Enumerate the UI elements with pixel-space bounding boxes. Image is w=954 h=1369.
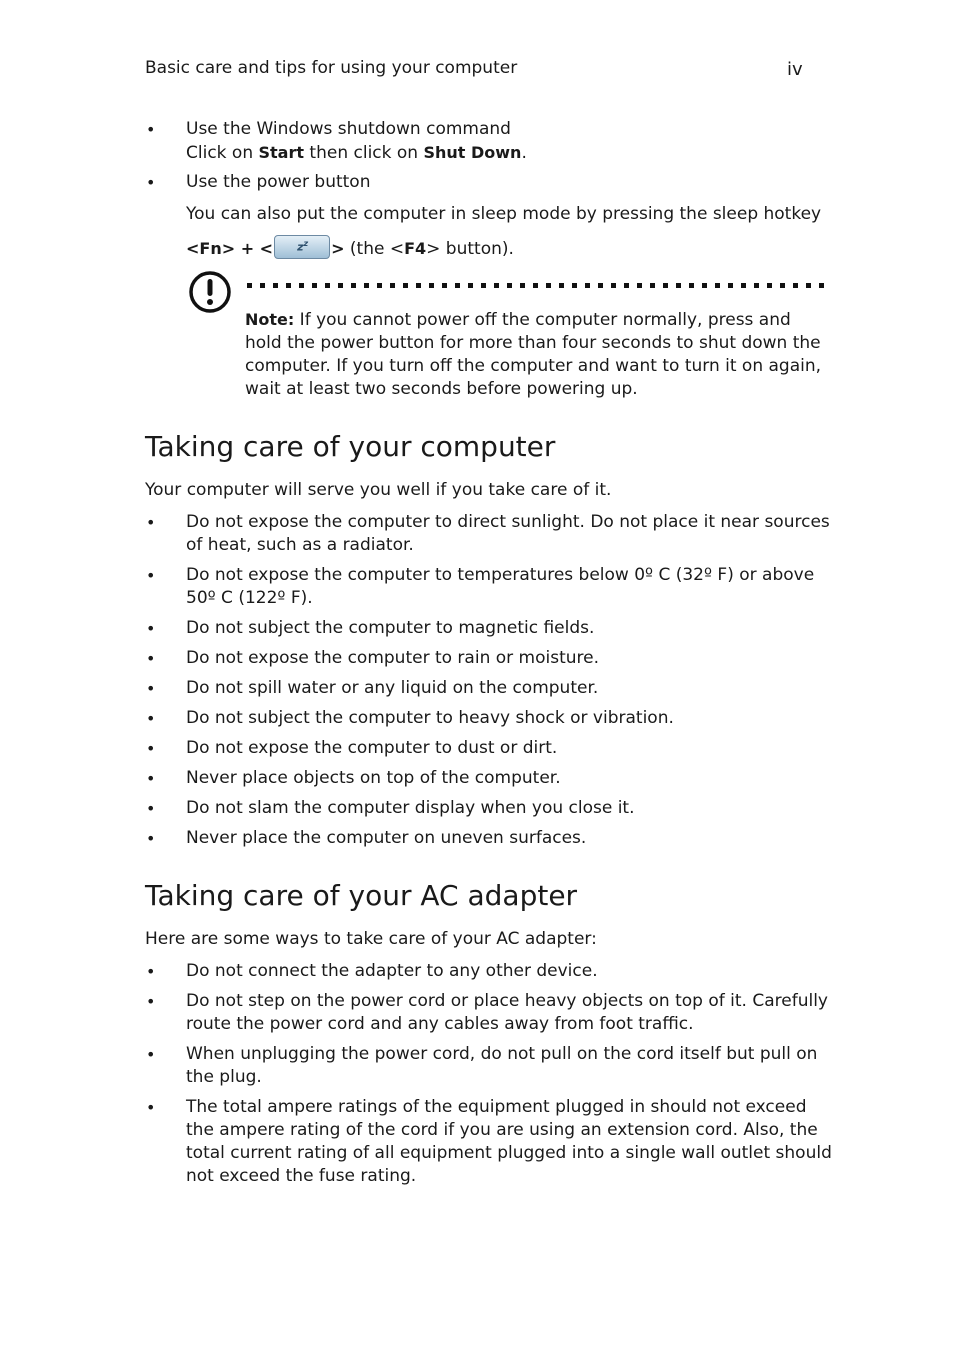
section-heading-ac-adapter: Taking care of your AC adapter xyxy=(145,879,578,912)
bullet-marker xyxy=(146,617,166,641)
f4-key-label: F4 xyxy=(404,239,427,258)
bullet-marker xyxy=(146,564,166,588)
sleep-mode-text: You can also put the computer in sleep mode by pressing the sleep hotkey xyxy=(186,204,822,224)
note-paragraph: Note: If you cannot power off the computer normally, press and hold the power button for more than four seconds to shut down the computer. If you turn off the computer and want to turn it on again, wait at least two seconds before powering up. xyxy=(245,310,822,399)
exclamation-note-icon xyxy=(188,270,232,314)
bullet-marker xyxy=(146,797,166,821)
list-item-shutdown-command: Use the Windows shutdown command Click on Start then click on Shut Down. xyxy=(186,119,527,163)
bullet-marker xyxy=(146,511,166,535)
list-item: Do not step on the power cord or place heavy objects on top of it. Carefully route the power cord and any cables away from foot traffic. xyxy=(186,991,828,1034)
list-item: Do not expose the computer to dust or dirt. xyxy=(186,738,558,758)
bullet-marker xyxy=(146,171,166,195)
list-item: Never place the computer on uneven surfaces. xyxy=(186,828,587,848)
bullet-marker xyxy=(146,118,166,142)
start-label: Start xyxy=(258,143,305,162)
sleep-key-icon: $z^z$ xyxy=(274,235,330,259)
shut-down-label: Shut Down xyxy=(423,143,522,162)
bullet-marker xyxy=(146,767,166,791)
note-dotted-rule xyxy=(245,283,830,288)
list-item: Do not spill water or any liquid on the computer. xyxy=(186,678,599,698)
note-label: Note: xyxy=(245,310,295,329)
bullet-marker xyxy=(146,677,166,701)
list-item: Do not subject the computer to magnetic fields. xyxy=(186,618,595,638)
adapter-care-intro: Here are some ways to take care of your AC adapter: xyxy=(145,929,597,949)
list-item: Do not connect the adapter to any other device. xyxy=(186,961,598,981)
bullet-marker xyxy=(146,960,166,984)
list-item: Never place objects on top of the computer. xyxy=(186,768,561,788)
list-item: Do not expose the computer to rain or moisture. xyxy=(186,648,599,668)
bullet-marker xyxy=(146,647,166,671)
list-item-power-button: Use the power button xyxy=(186,172,371,192)
section-heading-computer: Taking care of your computer xyxy=(145,430,556,463)
bullet-marker xyxy=(146,990,166,1014)
bullet-marker xyxy=(146,827,166,851)
list-item: When unplugging the power cord, do not pull on the cord itself but pull on the plug. xyxy=(186,1044,818,1087)
list-item: Do not expose the computer to direct sunlight. Do not place it near sources of heat, such as a radiator. xyxy=(186,512,830,555)
fn-key-label: <Fn> + < xyxy=(186,239,274,258)
sleep-hotkey-line: <Fn> + < $z^z$ > (the <F4> button). xyxy=(186,237,836,261)
page-number: iv xyxy=(787,59,803,80)
list-item: The total ampere ratings of the equipment plugged in should not exceed the ampere rating of the cord if you are using an extension cord. Also, the total current rating of all equipment plugged into a single wall outlet should not exceed the fuse rating. xyxy=(186,1097,832,1186)
running-header: Basic care and tips for using your computer xyxy=(145,58,518,78)
list-item: Do not slam the computer display when you close it. xyxy=(186,798,635,818)
computer-care-intro: Your computer will serve you well if you take care of it. xyxy=(145,480,612,500)
bullet-marker xyxy=(146,1043,166,1067)
list-item: Do not expose the computer to temperatures below 0º C (32º F) or above 50º C (122º F). xyxy=(186,565,815,608)
bullet-marker xyxy=(146,1096,166,1120)
list-item: Do not subject the computer to heavy shock or vibration. xyxy=(186,708,674,728)
bullet-marker xyxy=(146,707,166,731)
bullet-marker xyxy=(146,737,166,761)
